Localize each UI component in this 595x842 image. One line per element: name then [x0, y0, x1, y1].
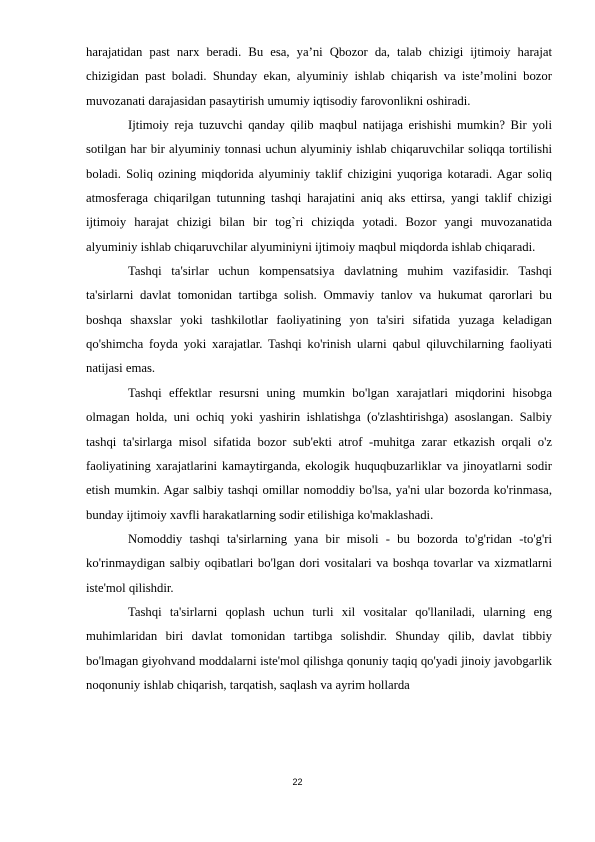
page-number: 22 [292, 777, 303, 787]
paragraph-5: Nomoddiy tashqi ta'sirlarning yana bir misoli - bu bozorda to'g'ridan -to'g'ri ko'rinmaydigan salbiy oqibatlari bo'lgan dori vositalari va boshqa tovarlar va xizmatlarni iste'mol qilishdir. [86, 531, 552, 595]
paragraph-2: Ijtimoiy reja tuzuvchi qanday qilib maqbul natijaga erishishi mumkin? Bir yoli sotilgan har bir alyuminiy tonnasi uchun alyuminiy ishlab chiqaruvchilar soliqqa tortilishi boladi. Soliq ozining miqdorida alyuminiy taklif chizigini yuqoriga kotaradi. Agar soliq atmosferaga chiqarilgan tutunning tashqi harajatini aniq aks ettirsa, yangi taklif chizigi ijtimoiy harajat chizigi bilan bir tog`ri chiziqda yotadi. Bozor yangi muvozanatida alyuminiy ishlab chiqaruvchilar alyuminiyni ijtimoiy maqbul miqdorda ishlab chiqaradi. [86, 118, 552, 254]
paragraph-6: Tashqi ta'sirlarni qoplash uchun turli xil vositalar qo'llaniladi, ularning eng muhimlaridan biri davlat tomonidan tartibga solishdir. Shunday qilib, davlat tibbiy bo'lmagan giyohvand moddalarni iste'mol qilishga qonuniy taqiq qo'yadi jinoiy javobgarlik noqonuniy ishlab chiqarish, tarqatish, saqlash va ayrim hollarda [86, 604, 552, 692]
paragraph-4: Tashqi effektlar resursni uning mumkin bo'lgan xarajatlari miqdorini hisobga olmagan holda, uni ochiq yoki yashirin ishlatishga (o'zlashtirishga) asoslangan. Salbiy tashqi ta'sirlarga misol sifatida bozor sub'ekti atrof -muhitga zarar etkazish orqali o'z faoliyatining xarajatlarini kamaytirganda, ekologik huquqbuzarliklar va jinoyatlarni sodir etish mumkin. Agar salbiy tashqi omillar nomoddiy bo'lsa, ya'ni ular bozorda ko'rinmasa, bunday ijtimoiy xavfli harakatlarning sodir etilishiga ko'maklashadi. [86, 385, 552, 522]
paragraph-3: Tashqi ta'sirlar uchun kompensatsiya davlatning muhim vazifasidir. Tashqi ta'sirlarni davlat tomonidan tartibga solish. Ommaviy tanlov va hukumat qarorlari bu boshqa shaxslar yoki tashkilotlar faoliyatining yon ta'siri sifatida yuzaga keladigan qo'shimcha foyda yoki xarajatlar. Tashqi ko'rinish ularni qabul qiluvchilarning faoliyati natijasi emas. [86, 264, 552, 376]
paragraph-1: harajatidan past narx beradi. Bu esa, ya’ni Qbozor da, talab chizigi ijtimoiy harajat chizigidan past boladi. Shunday ekan, alyuminiy ishlab chiqarish va iste’molini bozor muvozanati darajasidan pasaytirish umumiy iqtisodiy farovonlikni oshiradi. [86, 45, 552, 108]
document-body [86, 40, 552, 697]
